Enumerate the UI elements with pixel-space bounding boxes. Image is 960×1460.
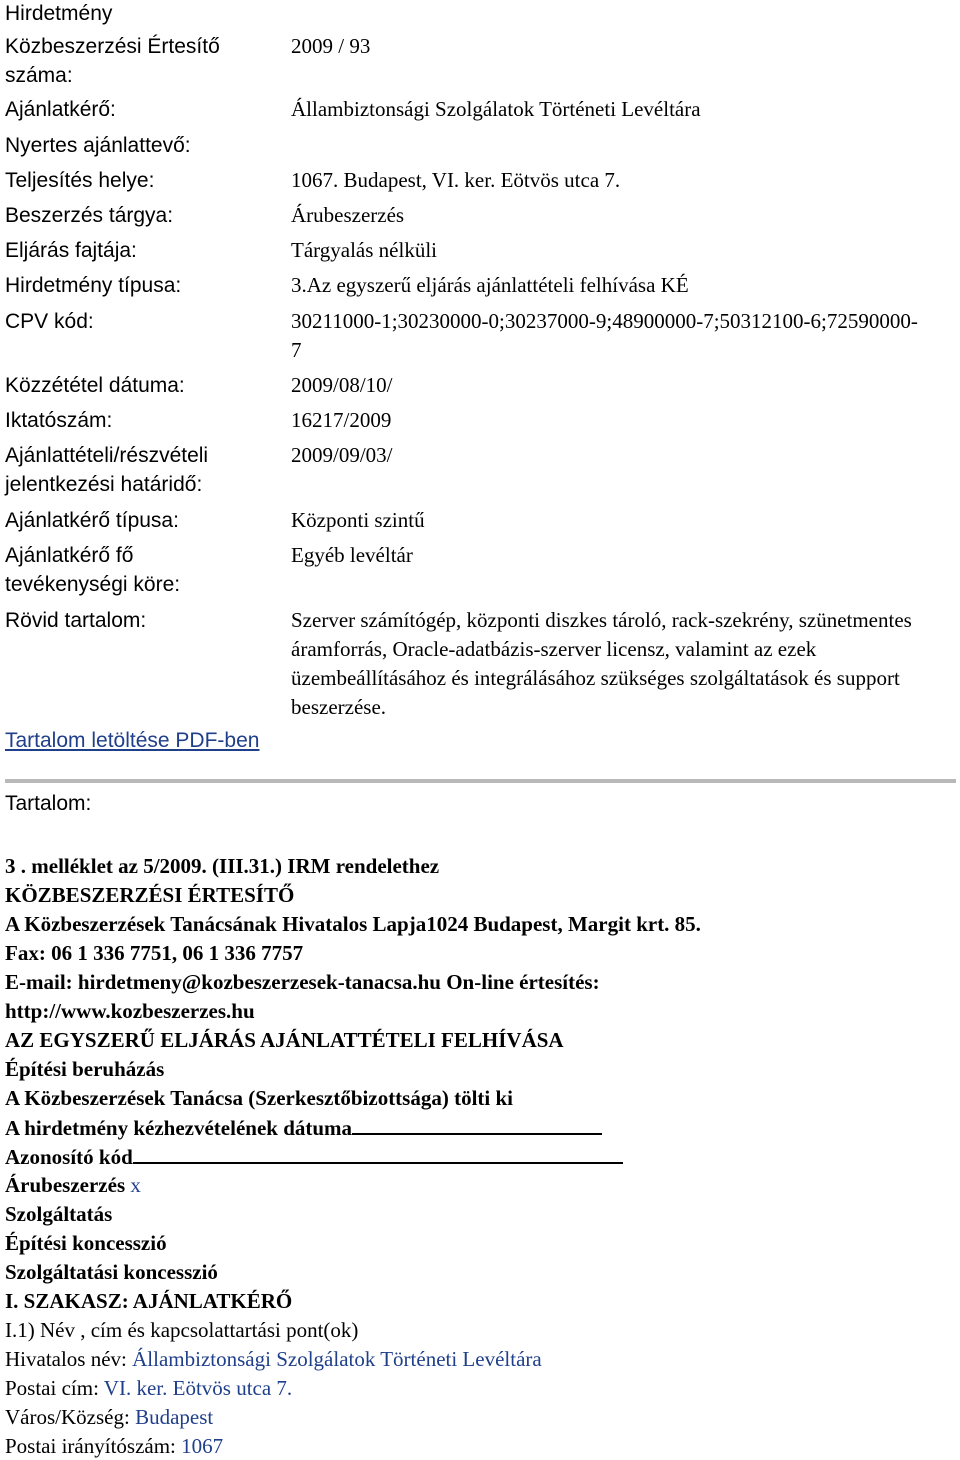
supply-contract-line: [5, 1171, 141, 1199]
official-name-value: Állambiztonsági Szolgálatok Történeti Levéltára: [132, 1347, 542, 1371]
official-name-label: Hivatalos név:: [5, 1347, 127, 1371]
field-label-publication-date: Közzététel dátuma:: [5, 374, 185, 397]
field-value-place-of-performance: 1067. Budapest, VI. ker. Eötvös utca 7.: [291, 168, 621, 192]
postal-code-label: Postai irányítószám:: [5, 1434, 176, 1458]
city-line: [5, 1403, 213, 1431]
field-value-reference-number: 16217/2009: [291, 408, 392, 432]
works-contract: Építési beruházás: [5, 1057, 165, 1081]
field-label-main-activity: Ajánlatkérő fő tevékenységi köre:: [5, 544, 181, 596]
official-name-line: [5, 1345, 542, 1373]
field-label-subject: Beszerzés tárgya:: [5, 204, 174, 227]
field-label-procedure-type: Eljárás fajtája:: [5, 239, 137, 262]
field-label-cpv: CPV kód:: [5, 310, 94, 333]
field-value-notice-type: 3.Az egyszerű eljárás ajánlattételi felhívása KÉ: [291, 273, 689, 297]
postal-address-line: [5, 1374, 292, 1402]
field-value-authority-type: Központi szintű: [291, 508, 425, 532]
subsection-heading: I.1) Név , cím és kapcsolattartási pont(ok): [5, 1318, 359, 1342]
email-line: E-mail: hirdetmeny@kozbeszerzesek-tanacsa.hu On-line értesítés:: [5, 970, 600, 994]
notice-heading: AZ EGYSZERŰ ELJÁRÁS AJÁNLATTÉTELI FELHÍVÁSA: [5, 1028, 564, 1052]
city-value: Budapest: [135, 1405, 214, 1429]
field-value-short-content: Szerver számítógép, központi diszkes tároló, rack-szekrény, szünetmentes áramforrás, Oracle-adatbázis-szerver licensz, valamint az ezek üzembeállításához és integrálásához szükséges szolgáltatások és support beszerzése.: [291, 608, 912, 719]
field-value-publication-date: 2009/08/10/: [291, 373, 393, 397]
field-label-deadline: Ajánlattételi/részvételi jelentkezési határidő:: [5, 444, 209, 496]
field-label-reference-number: Iktatószám:: [5, 409, 113, 432]
field-value-contracting-authority: Állambiztonsági Szolgálatok Történeti Levéltára: [291, 97, 701, 121]
receipt-date-label: A hirdetmény kézhezvételének dátuma: [5, 1116, 353, 1140]
field-label-winner: Nyertes ajánlattevő:: [5, 134, 191, 157]
field-label-short-content: Rövid tartalom:: [5, 609, 147, 632]
field-value-subject: Árubeszerzés: [291, 203, 405, 227]
identifier-blank: [133, 1142, 623, 1164]
identifier-line: [5, 1142, 623, 1171]
identifier-label: Azonosító kód: [5, 1145, 133, 1169]
publisher-line: A Közbeszerzések Tanácsának Hivatalos Lapja1024 Budapest, Margit krt. 85.: [5, 912, 701, 936]
divider: [5, 779, 956, 783]
service-contract: Szolgáltatás: [5, 1202, 113, 1226]
bulletin-heading: KÖZBESZERZÉSI ÉRTESÍTŐ: [5, 883, 295, 907]
supply-contract-mark: x: [130, 1173, 141, 1197]
field-label-contracting-authority: Ajánlatkérő:: [5, 98, 116, 121]
content-label: Tartalom:: [5, 792, 92, 815]
field-value-main-activity: Egyéb levéltár: [291, 543, 413, 567]
field-label-notice-type: Hirdetmény típusa:: [5, 274, 182, 297]
receipt-date-blank: [352, 1113, 602, 1135]
works-concession: Építési koncesszió: [5, 1231, 167, 1255]
postal-code-line: [5, 1432, 223, 1460]
receipt-date-line: [5, 1113, 602, 1142]
city-label: Város/Község:: [5, 1405, 130, 1429]
annex-reference: 3 . melléklet az 5/2009. (III.31.) IRM rendelethez: [5, 854, 440, 878]
field-label-place-of-performance: Teljesítés helye:: [5, 169, 155, 192]
field-value-procedure-type: Tárgyalás nélküli: [291, 238, 437, 262]
field-value-bulletin-number: 2009 / 93: [291, 34, 371, 58]
field-label-bulletin-number: Közbeszerzési Értesítő száma:: [5, 35, 220, 87]
download-pdf-link[interactable]: Tartalom letöltése PDF-ben: [5, 729, 260, 752]
field-value-deadline: 2009/09/03/: [291, 443, 393, 467]
section-heading: I. SZAKASZ: AJÁNLATKÉRŐ: [5, 1289, 293, 1313]
filled-by-line: A Közbeszerzések Tanácsa (Szerkesztőbizottsága) tölti ki: [5, 1086, 514, 1110]
page-title: Hirdetmény: [5, 2, 113, 25]
service-concession: Szolgáltatási koncesszió: [5, 1260, 218, 1284]
postal-address-label: Postai cím:: [5, 1376, 99, 1400]
website-line: http://www.kozbeszerzes.hu: [5, 999, 255, 1023]
field-label-authority-type: Ajánlatkérő típusa:: [5, 509, 179, 532]
supply-contract-label: Árubeszerzés: [5, 1173, 126, 1197]
field-value-cpv: 30211000-1;30230000-0;30237000-9;48900000-7;50312100-6;72590000-7: [291, 309, 918, 362]
postal-code-value: 1067: [181, 1434, 224, 1458]
postal-address-value: VI. ker. Eötvös utca 7.: [103, 1376, 293, 1400]
fax-line: Fax: 06 1 336 7751, 06 1 336 7757: [5, 941, 304, 965]
